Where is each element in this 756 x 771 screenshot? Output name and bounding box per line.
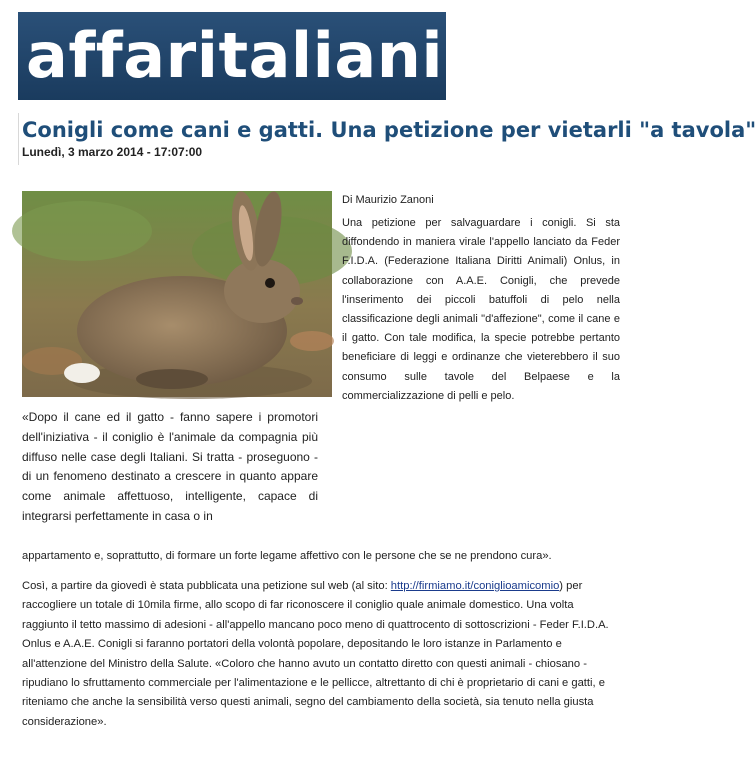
article-intro: Una petizione per salvaguardare i conigli. Si sta diffondendo in maniera virale l'appello lanciato da Feder F.I.D.A. (Federazione Italiana Diritti Animali) Onlus, in collaborazione con A.A.E. Conigli, che prevede l'inserimento dei piccoli batuffoli di pelo nella classificazione degli animali "d'affezione", come il cane e il gatto. Con tale modifica, la specie potrebbe pertanto beneficiare di leggi e ordinanze che vieterebbero il suo consumo sulle tavole del Belpaese e la commercializzazione di pelli e pelo.	[342, 217, 620, 402]
body-text-before-link: Così, a partire da giovedì è stata pubblicata una petizione sul web (al sito:	[22, 580, 391, 592]
header-divider	[18, 113, 19, 165]
article-body	[22, 577, 616, 732]
article-date: Lunedì, 3 marzo 2014 - 17:07:00	[22, 145, 203, 159]
article-quote-end: appartamento e, soprattutto, di formare un forte legame affettivo con le persone che se ne prendono cura».	[22, 550, 552, 562]
petition-link[interactable]: http://firmiamo.it/coniglioamicomio	[390, 580, 560, 592]
logo-text: affaritaliani.it	[26, 19, 520, 92]
article-quote-start: «Dopo il cane ed il gatto - fanno sapere i promotori dell'iniziativa - il coniglio è l'animale da compagnia più diffuso nelle case degli Italiani. Si tratta - proseguono - di un fenomeno destinato a crescere in quanto appare come animale affettuoso, intelligente, capace di integrarsi perfettamente in casa o in	[22, 410, 318, 523]
article-title: Conigli come cani e gatti. Una petizione per vietarli "a tavola"	[22, 118, 756, 142]
article-byline: Di Maurizio Zanoni	[342, 194, 434, 206]
rabbit-photo	[22, 191, 332, 397]
site-logo[interactable]	[18, 12, 520, 100]
body-text-after-link: ) per raccogliere un totale di 10mila firme, allo scopo di far riconoscere il coniglio quale animale domestico. Una volta raggiunto il tetto massimo di adesioni - all'appello mancano poco meno di quattrocento di sottoscrizioni - Feder F.I.D.A. Onlus e A.A.E. Conigli si faranno portatori della volontà popolare, depositando le loro istanze in Parlamento e all'attenzione del Ministro della Salute. «Coloro che hanno avuto un contatto diretto con questi animali - chiosano - ripudiano lo sfruttamento commerciale per l'alimentazione e le pellicce, altrettanto di chi è proprietario di cani e gatti, e riteniamo che anche la sensibilità verso questi animali, segno del cambiamento della società, sia tenuto nella giusta considerazione».	[22, 580, 609, 728]
